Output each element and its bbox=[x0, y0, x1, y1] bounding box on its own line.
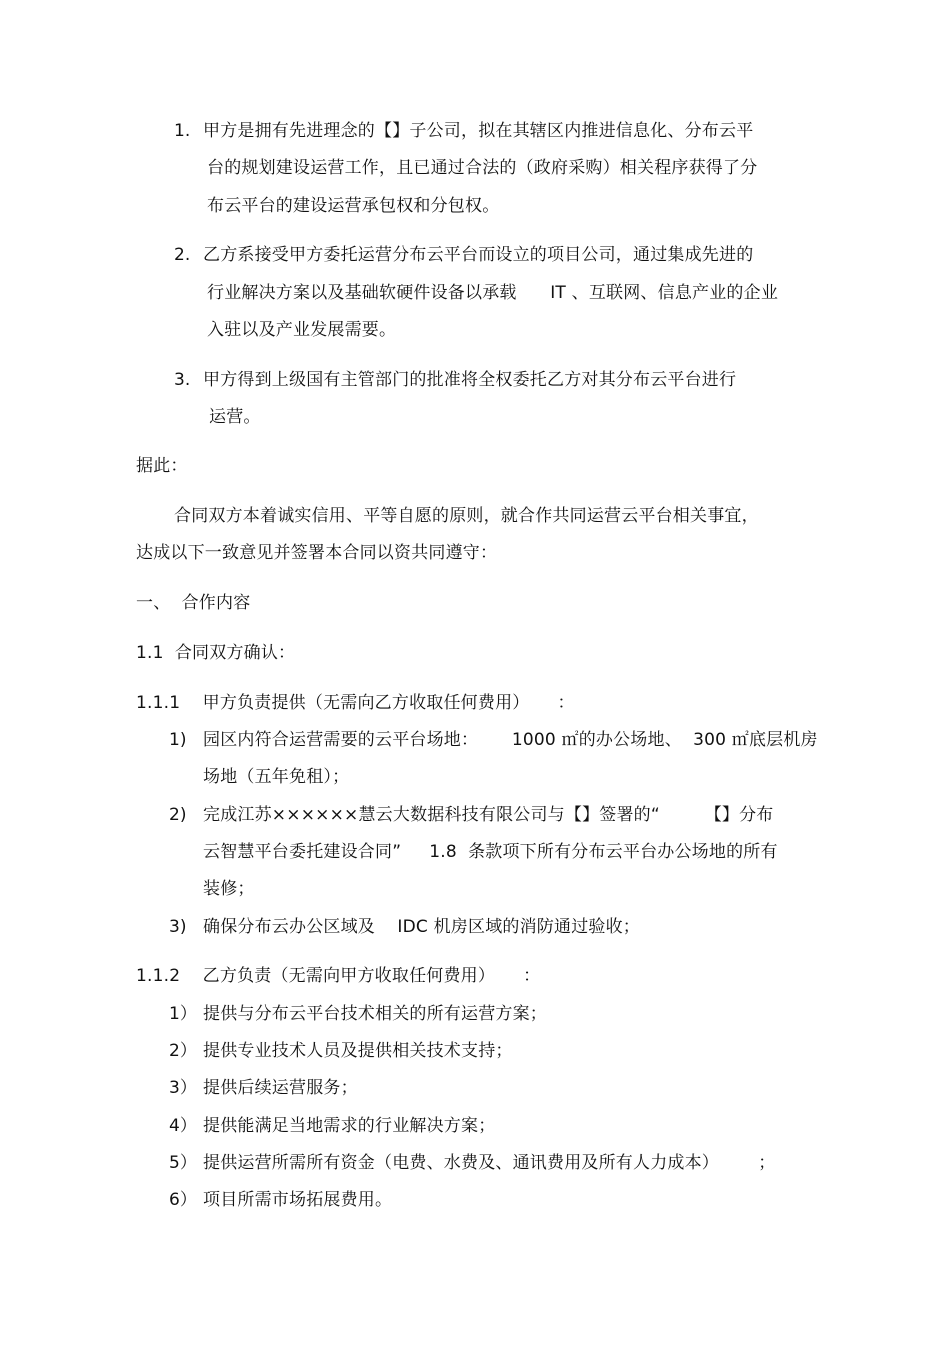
clause-1-1-2-item-4-number: 4） bbox=[169, 1116, 197, 1136]
clause-1-1-2-item-2-number: 2） bbox=[169, 1041, 197, 1061]
clause-1-1-1-item-2-line-3: 装修； bbox=[203, 879, 255, 899]
intro-line-1: 合同双方本着诚实信用、平等自愿的原则，就合作共同运营云平台相关事宜， bbox=[174, 506, 759, 526]
preamble-2-line-1: 乙方系接受甲方委托运营分布云平台而设立的项目公司，通过集成先进的 bbox=[203, 245, 754, 265]
clause-1-1-2-item-5-number: 5） bbox=[169, 1153, 197, 1173]
preamble-3-line-1: 甲方得到上级国有主管部门的批准将全权委托乙方对其分布云平台进行 bbox=[203, 370, 737, 390]
preamble-1-line-3: 布云平台的建设运营承包权和分包权。 bbox=[207, 196, 500, 216]
clause-1-1-2-item-3-text: 提供后续运营服务； bbox=[203, 1078, 358, 1098]
preamble-1-line-1: 甲方是拥有先进理念的【】子公司，拟在其辖区内推进信息化、分布云平 bbox=[203, 121, 754, 141]
accordingly-label: 据此： bbox=[136, 456, 188, 476]
clause-1-1-1-item-1-line-2: 场地（五年免租）； bbox=[203, 767, 350, 787]
clause-1-1-2-item-3-number: 3） bbox=[169, 1078, 197, 1098]
intro-line-2: 达成以下一致意见并签署本合同以资共同遵守： bbox=[136, 543, 498, 563]
clause-1-1-2-item-2-text: 提供专业技术人员及提供相关技术支持； bbox=[203, 1041, 513, 1061]
clause-1-1-1-title: 1.1.1 甲方负责提供（无需向乙方收取任何费用） ： bbox=[136, 693, 575, 713]
clause-1-1-1-item-1-number: 1) bbox=[169, 730, 187, 750]
clause-1-1: 1.1 合同双方确认： bbox=[136, 643, 296, 663]
clause-1-1-1-item-3-line-1: 确保分布云办公区域及 IDC 机房区域的消防通过验收； bbox=[203, 917, 640, 937]
preamble-2-line-2: 行业解决方案以及基础软硬件设备以承载 IT 、互联网、信息产业的企业 bbox=[207, 283, 779, 303]
clause-1-1-1-item-2-number: 2) bbox=[169, 805, 187, 825]
clause-1-1-1-item-3-number: 3) bbox=[169, 917, 187, 937]
clause-1-1-2-item-6-number: 6） bbox=[169, 1190, 197, 1210]
section-1-title: 一、 合作内容 bbox=[136, 593, 251, 613]
preamble-2-line-3: 入驻以及产业发展需要。 bbox=[207, 320, 397, 340]
clause-1-1-2-title: 1.1.2 乙方负责（无需向甲方收取任何费用） ： bbox=[136, 966, 541, 986]
preamble-1-line-2: 台的规划建设运营工作，且已通过合法的（政府采购）相关程序获得了分 bbox=[207, 158, 758, 178]
clause-1-1-2-item-6-text: 项目所需市场拓展费用。 bbox=[203, 1190, 393, 1210]
clause-1-1-2-item-1-number: 1） bbox=[169, 1004, 197, 1024]
preamble-3-line-2: 运营。 bbox=[209, 407, 261, 427]
preamble-3-number: 3. bbox=[174, 370, 191, 390]
preamble-1-number: 1. bbox=[174, 121, 191, 141]
clause-1-1-1-item-2-line-1: 完成江苏××××××慧云大数据科技有限公司与【】签署的“ 【】分布 bbox=[203, 805, 774, 825]
clause-1-1-2-item-5-text: 提供运营所需所有资金（电费、水费及、通讯费用及所有人力成本） ； bbox=[203, 1153, 776, 1173]
clause-1-1-1-item-1-line-1: 园区内符合运营需要的云平台场地： 1000 ㎡的办公场地、 300 ㎡底层机房 bbox=[203, 730, 818, 750]
preamble-2-number: 2. bbox=[174, 245, 191, 265]
clause-1-1-1-item-2-line-2: 云智慧平台委托建设合同” 1.8 条款项下所有分布云平台办公场地的所有 bbox=[203, 842, 778, 862]
clause-1-1-2-item-4-text: 提供能满足当地需求的行业解决方案； bbox=[203, 1116, 496, 1136]
clause-1-1-2-item-1-text: 提供与分布云平台技术相关的所有运营方案； bbox=[203, 1004, 547, 1024]
